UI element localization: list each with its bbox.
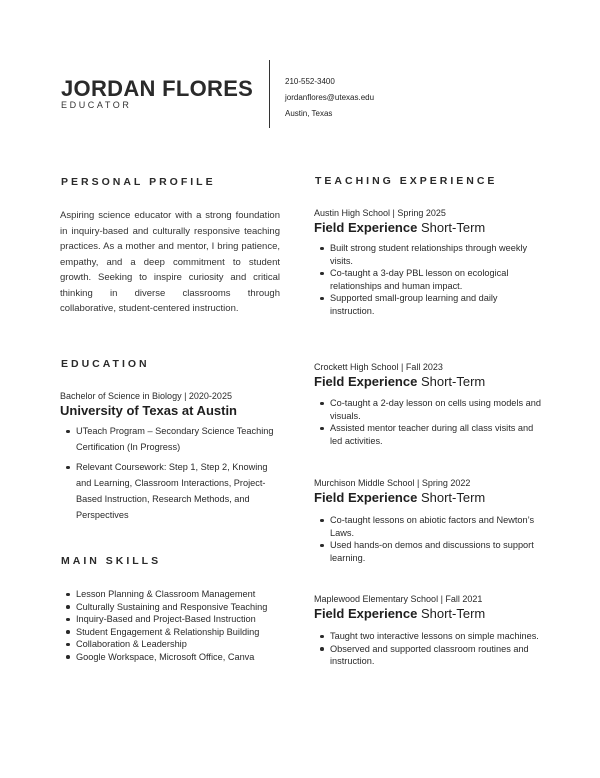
- job-school: Crockett High School | Fall 2023: [314, 362, 443, 372]
- profile-text: Aspiring science educator with a strong foundation in inquiry-based and culturally responsive teaching practices. As a mother and mentor, I bring patience, empathy, and a deep commitment to student growth. Seeking to inspire curiosity and critical thinking in diverse classrooms through collaborative, student-centered instruction.: [60, 210, 280, 314]
- job-entry: [314, 208, 542, 317]
- list-item: Used hands-on demos and discussions to support learning.: [330, 539, 542, 564]
- list-item: Student Engagement & Relationship Building: [76, 626, 300, 639]
- education-list: [60, 423, 282, 523]
- job-school: Austin High School | Spring 2025: [314, 208, 446, 218]
- phone-number: 210-552-3400: [285, 77, 335, 86]
- list-item: Observed and supported classroom routines and instruction.: [330, 643, 542, 668]
- job-bullets: [314, 630, 542, 668]
- list-item: Collaboration & Leadership: [76, 638, 300, 651]
- job-school: Maplewood Elementary School | Fall 2021: [314, 594, 483, 604]
- job-title: [314, 606, 542, 621]
- education-block: [60, 391, 282, 523]
- skills-heading: MAIN SKILLS: [61, 555, 162, 567]
- job-school: Murchison Middle School | Spring 2022: [314, 478, 471, 488]
- list-item: Co-taught a 2-day lesson on cells using models and visuals.: [330, 398, 541, 421]
- list-item: Assisted mentor teacher during all class visits and led activities.: [330, 422, 542, 447]
- job-entry: [314, 362, 542, 447]
- list-item: UTeach Program – Secondary Science Teaching Certification (In Progress): [76, 423, 282, 455]
- job-title: [314, 490, 542, 505]
- job-title-rest: Short-Term: [417, 220, 486, 235]
- list-item: Taught two interactive lessons on simple machines.: [330, 630, 542, 643]
- job-title-rest: Short-Term: [417, 374, 486, 389]
- education-heading: EDUCATION: [61, 358, 150, 370]
- list-item: Inquiry-Based and Project-Based Instruction: [76, 613, 300, 626]
- job-title-rest: Short-Term: [417, 490, 486, 505]
- list-item: Supported small-group learning and daily instruction.: [330, 292, 542, 317]
- experience-heading: TEACHING EXPERIENCE: [315, 175, 498, 187]
- job-title: [314, 374, 542, 389]
- job-bullets: [314, 514, 542, 564]
- list-item: Built strong student relationships through weekly visits.: [330, 242, 542, 267]
- degree-line: Bachelor of Science in Biology | 2020-2025: [60, 391, 232, 401]
- location: Austin, Texas: [285, 109, 333, 118]
- job-bullets: [314, 397, 542, 447]
- profile-heading: PERSONAL PROFILE: [61, 176, 216, 188]
- job-title-bold: Field Experience: [314, 490, 418, 505]
- list-item: Co-taught lessons on abiotic factors and Newton’s Laws.: [330, 514, 542, 539]
- list-item: Lesson Planning & Classroom Management: [76, 588, 300, 601]
- resume-role: EDUCATOR: [61, 100, 132, 110]
- job-entry: [314, 594, 542, 668]
- job-entry: [314, 478, 542, 564]
- email-address: jordanflores@utexas.edu: [285, 93, 375, 102]
- contact-info: [285, 74, 374, 122]
- school-name: University of Texas at Austin: [60, 403, 237, 418]
- job-title-bold: Field Experience: [314, 606, 418, 621]
- skills-list: [60, 588, 300, 663]
- job-bullets: [314, 242, 542, 317]
- job-title: [314, 220, 542, 235]
- job-title-bold: Field Experience: [314, 220, 418, 235]
- list-item: Google Workspace, Microsoft Office, Canva: [76, 651, 300, 664]
- list-item: Culturally Sustaining and Responsive Teaching: [76, 601, 300, 614]
- list-item: Co-taught a 3-day PBL lesson on ecological relationships and human impact.: [330, 267, 542, 292]
- job-title-bold: Field Experience: [314, 374, 418, 389]
- job-title-rest: Short-Term: [417, 606, 486, 621]
- list-item: Relevant Coursework: Step 1, Step 2, Knowing and Learning, Classroom Interactions, Project-Based Instruction, Research Methods, and Perspectives: [76, 459, 282, 523]
- header-divider: [269, 60, 270, 128]
- resume-name: JORDAN FLORES: [61, 76, 254, 101]
